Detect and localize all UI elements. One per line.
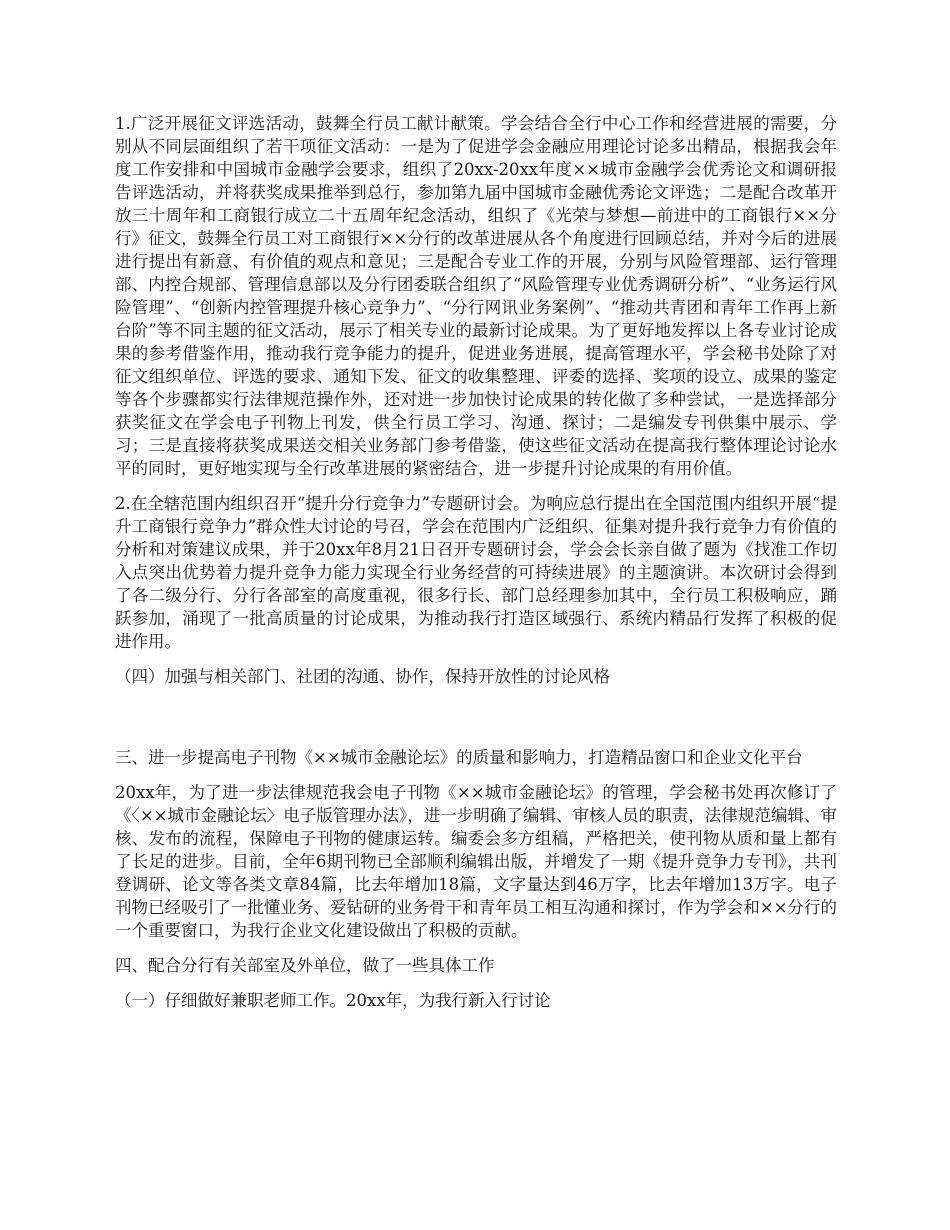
paragraph-electronic-journal: 20xx年，为了进一步法律规范我会电子刊物《××城市金融论坛》的管理，学会秘书处再次修订了《〈××城市金融论坛〉电子版管理办法》，进一步明确了编辑、审核人员的职责，法律规范编辑、审核、发布的流程，保障电子刊物的健康运转。编委会多方组稿，严格把关，使刊物从质和量上都有了长足的进步。目前，全年6期刊物已全部顺利编辑出版，并增发了一期《提升竞争力专刊》，共刊登调研、论文等各类文章84篇，比去年增加18篇，文字量达到46万字，比去年增加13万字。电子刊物已经吸引了一批懂业务、爱钻研的业务骨干和青年员工相互沟通和探讨，作为学会和××分行的一个重要窗口，为我行企业文化建设做出了积极的贡献。 [115,783,837,940]
paragraph-part-time-teacher: （一）仔细做好兼职老师工作。20xx年，为我行新入行讨论 [115,991,551,1010]
section-heading-three: 三、进一步提高电子刊物《××城市金融论坛》的质量和影响力，打造精品窗口和企业文化平台 [115,748,803,767]
section-spacer [115,700,837,746]
document-page [115,112,837,1024]
paragraph-essay-activities: 1.广泛开展征文评选活动，鼓舞全行员工献计献策。学会结合全行中心工作和经营进展的需要，分别从不同层面组织了若干项征文活动：一是为了促进学会金融应用理论讨论多出精品，根据我会年度工作安排和中国城市金融学会要求，组织了20xx-20xx年度××城市金融学会优秀论文和调研报告评选活动，并将获奖成果推举到总行，参加第九届中国城市金融优秀论文评选；二是配合改革开放三十周年和工商银行成立二十五周年纪念活动，组织了《光荣与梦想—前进中的工商银行××分行》征文，鼓舞全行员工对工商银行××分行的改革进展从各个角度进行回顾总结，并对今后的进展进行提出有新意、有价值的观点和意见；三是配合专业工作的开展，分别与风险管理部、运行管理部、内控合规部、管理信息部以及分行团委联合组织了“风险管理专业优秀调研分析”、“业务运行风险管理”、“创新内控管理提升核心竞争力”、“分行网讯业务案例”、“推动共青团和青年工作再上新台阶”等不同主题的征文活动，展示了相关专业的最新讨论成果。为了更好地发挥以上各专业讨论成果的参考借鉴作用，推动我行竞争能力的提升，促进业务进展，提高管理水平，学会秘书处除了对征文组织单位、评选的要求、通知下发、征文的收集整理、评委的选择、奖项的设立、成果的鉴定等各个步骤都实行法律规范操作外，还对进一步加快讨论成果的转化做了多种尝试，一是选择部分获奖征文在学会电子刊物上刊发，供全行员工学习、沟通、探讨；二是编发专刊供集中展示、学习；三是直接将获奖成果送交相关业务部门参考借鉴，使这些征文活动在提高我行整体理论讨论水平的同时，更好地实现与全行改革进展的紧密结合，进一步提升讨论成果的有用价值。 [115,114,837,478]
section-heading-four: 四、配合分行有关部室及外单位，做了一些具体工作 [115,956,495,975]
section-heading-4: （四）加强与相关部门、社团的沟通、协作，保持开放性的讨论风格 [115,667,610,686]
paragraph-competitiveness-seminar: 2.在全辖范围内组织召开“提升分行竞争力”专题研讨会。为响应总行提出在全国范围内组织开展“提升工商银行竞争力”群众性大讨论的号召，学会在范围内广泛组织、征集对提升我行竞争力有价值的分析和对策建议成果，并于20xx年8月21日召开专题研讨会，学会会长亲自做了题为《找准工作切入点突出优势着力提升竞争力能力实现全行业务经营的可持续进展》的主题演讲。本次研讨会得到了各二级分行、分行各部室的高度重视，很多行长、部门总经理参加其中，全行员工积极响应，踊跃参加，涌现了一批高质量的讨论成果，为推动我行打造区域强行、系统内精品行发挥了积极的促进作用。 [115,494,837,651]
